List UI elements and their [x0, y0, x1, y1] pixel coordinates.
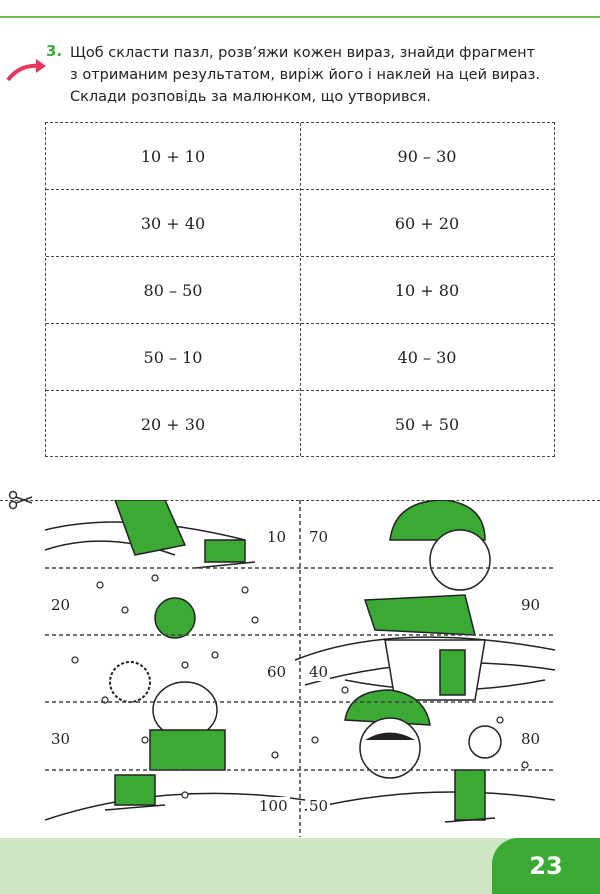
expression-cell: 40 – 30 [397, 348, 457, 367]
puzzle-piece-number: 20 [51, 596, 71, 614]
expression-cell: 10 + 10 [140, 147, 206, 166]
puzzle-piece-number: 80 [521, 730, 541, 748]
expression-cell: 30 + 40 [140, 214, 206, 233]
expression-cell: 50 – 10 [143, 348, 203, 367]
puzzle-piece-number: 40 [309, 663, 329, 681]
expression-cell: 50 + 50 [394, 415, 460, 434]
task-line-1: Щоб скласти пазл, розв’яжи кожен вираз, знайди фрагмент [70, 45, 536, 61]
expression-cell: 20 + 30 [140, 415, 206, 434]
task-number: 3. [46, 42, 63, 60]
expression-cell: 60 + 20 [394, 214, 460, 233]
expression-grid [45, 122, 555, 457]
puzzle-piece-number: 100 [259, 797, 288, 815]
puzzle-piece-number: 10 [267, 528, 287, 546]
puzzle-picture [45, 500, 555, 837]
winter-scene-illustration [45, 500, 555, 837]
task-instructions [70, 42, 590, 108]
expression-cell: 10 + 80 [394, 281, 460, 300]
puzzle-piece-number: 30 [51, 730, 71, 748]
top-divider [0, 16, 600, 18]
puzzle-piece-number: 60 [267, 663, 287, 681]
scissors-icon [8, 490, 34, 510]
puzzle-piece-number: 90 [521, 596, 541, 614]
task-arrow-icon [6, 58, 46, 84]
puzzle-piece-number: 70 [309, 528, 329, 546]
task-line-2: з отриманим результатом, виріж його і наклей на цей вираз. [70, 67, 541, 83]
page-number: 23 [492, 838, 600, 894]
puzzle-piece-number: 50 [309, 797, 329, 815]
task-line-3: Склади розповідь за малюнком, що утворився. [70, 89, 431, 105]
expression-cell: 90 – 30 [397, 147, 457, 166]
expression-cell: 80 – 50 [143, 281, 203, 300]
